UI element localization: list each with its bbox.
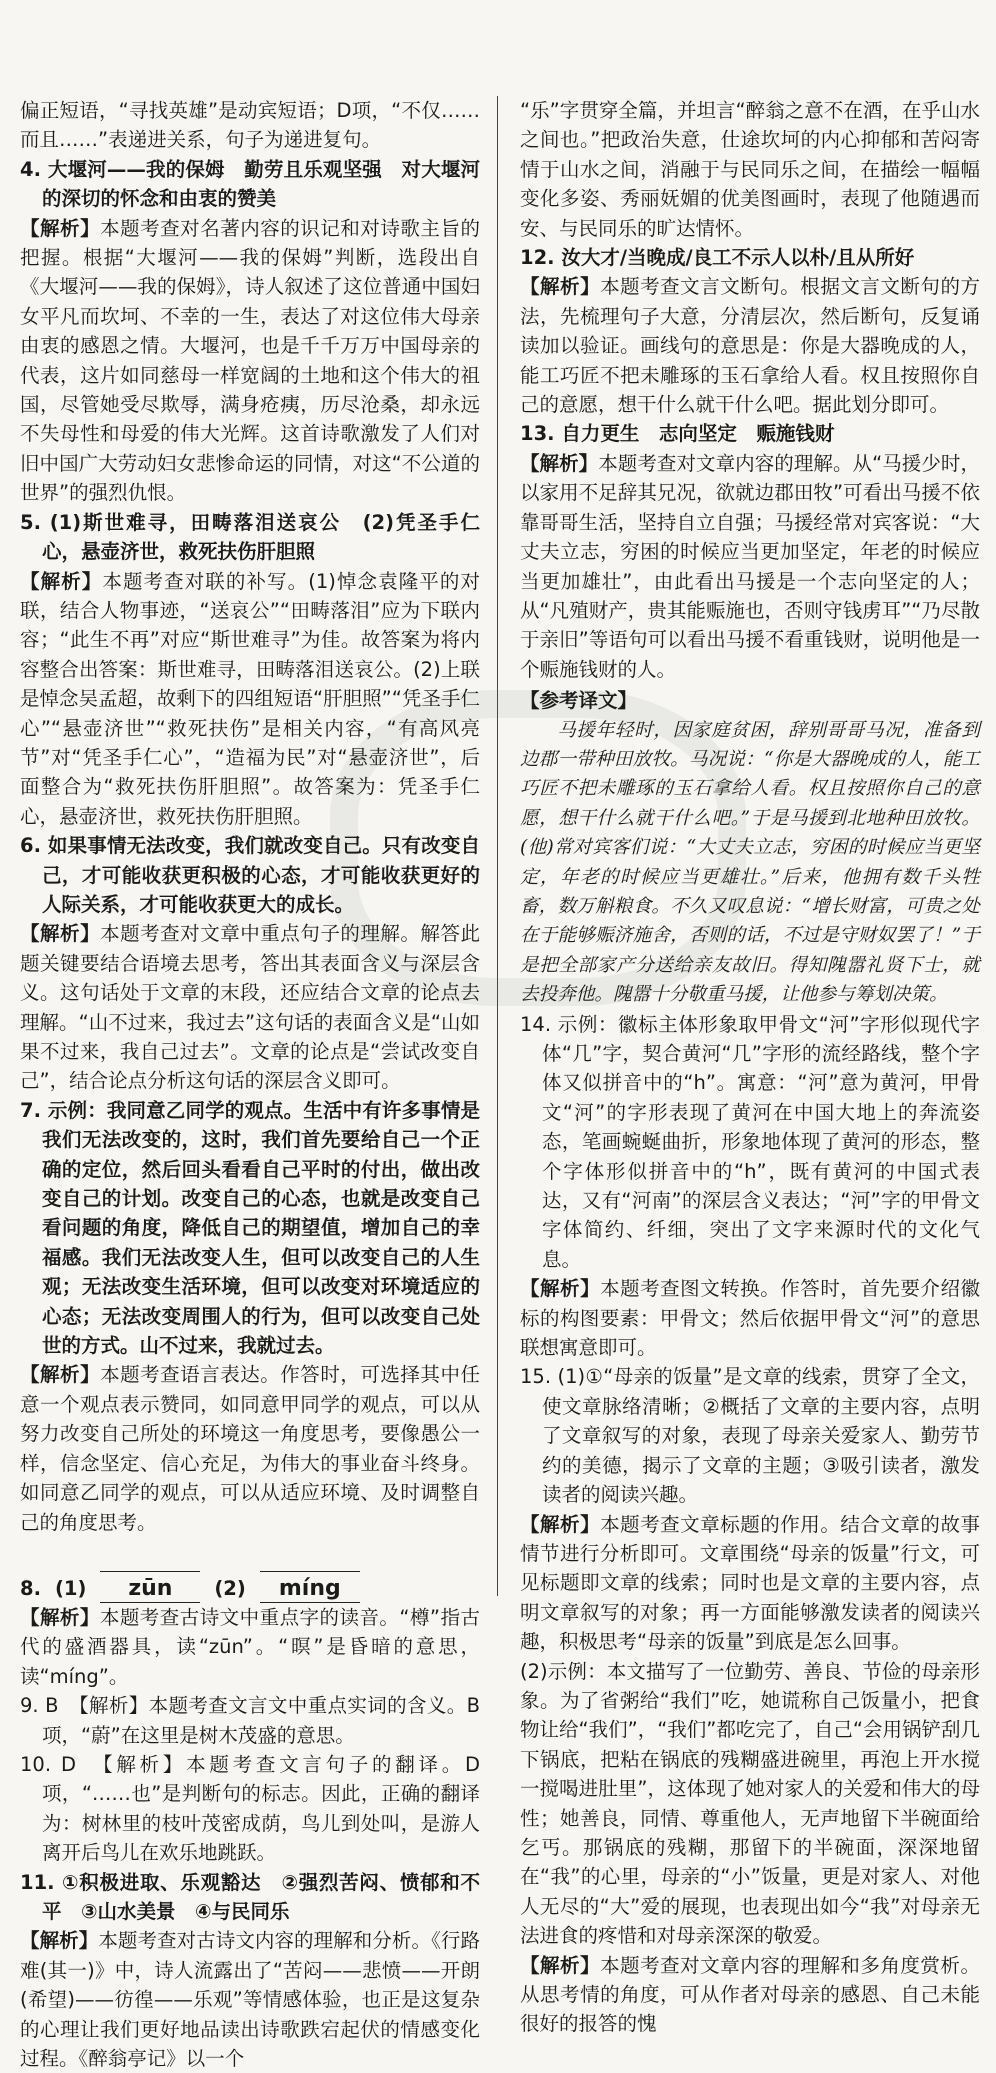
q3-continuation: 偏正短语，“寻找英雄”是动宾短语；D项，“不仅……而且……”表递进关系，句子为递进复句。 <box>20 99 480 152</box>
q8-explanation <box>20 1603 480 1691</box>
q9-answer: 9. B 【解析】本题考查文言文中重点实词的含义。B项，“蔚”在这里是树木茂盛的意思。 <box>20 1694 480 1747</box>
q6-answer: 6. 如果事情无法改变，我们就改变自己。只有改变自己，才可能收获更积极的心态，才可能收获更好的人际关系，才可能收获更大的成长。 <box>20 834 480 916</box>
q14-answer: 14. 示例：徽标主体形象取甲骨文“河”字形似现代字体“几”字，契合黄河“几”字形的流经路线，整个字体又似拼音中的“h”。寓意：“河”意为黄河，甲骨文“河”的字形表现了黄河在中国大地上的奔流姿态，笔画蜿蜒曲折，形象地体现了黄河的形态，整个字体形似拼音中的“h”，既有黄河的中国式表达，又有“河南”的深层含义表达；“河”字的甲骨文字体简约、纤细，突出了文字来源时代的文化气息。 <box>520 1012 980 1271</box>
q8-explanation-text: 本题考查古诗文中重点字的读音。“樽”指古代的盛酒器具，读“zūn”。“暝”是昏暗的意思，读“míng”。 <box>20 1605 480 1688</box>
analysis-label: 【解析】 <box>520 1953 601 1977</box>
q15-part2-answer: (2)示例：本文描写了一位勤劳、善良、节俭的母亲形象。为了省粥给“我们”吃，她谎称自己饭量小，把食物让给“我们”，“我们”都吃完了，自己“会用锅铲刮几下锅底，把粘在锅底的残糊盛进碗里，再泡上开水搅一搅喝进肚里”，这体现了她对家人的关爱和伟大的母性；她善良，同情、尊重他人，无声地留下半碗面给乞丐。那锅底的残糊，那留下的半碗面，深深地留在“我”的心里，母亲的“小”饭量，更是对家人、对他人无尽的“大”爱的展现，也表现出如今“我”对母亲无法进食的疼惜和对母亲深深的敬爱。 <box>520 1659 981 1948</box>
analysis-label: 【解析】 <box>520 275 601 299</box>
q5-explanation <box>20 567 480 832</box>
q14-explanation <box>520 1274 980 1362</box>
column-divider <box>497 96 498 1596</box>
analysis-label: 【解析】 <box>520 1277 601 1301</box>
q4-explanation <box>20 214 480 508</box>
q15-explanation-text: 本题考查文章标题的作用。结合文章的故事情节进行分析即可。文章围绕“母亲的饭量”行文，可见标题即文章的线索；同时也是文章的主要内容，点明文章叙写的对象；再一方面能够激发读者的阅读兴趣，积极思考“母亲的饭量”到底是怎么回事。 <box>520 1512 980 1654</box>
q4-explanation-text: 本题考查对名著内容的识记和对诗歌主旨的把握。根据“大堰河——我的保姆”判断，选段出自《大堰河——我的保姆》，诗人叙述了这位普通中国妇女平凡而坎坷、不幸的一生，表达了对这位伟大母亲由衷的感恩之情。大堰河，也是千千万万中国母亲的代表，这片如同慈母一样宽阔的土地和这个伟大的祖国，尽管她受尽欺辱，满身疮痍，历尽沧桑，却永远不失母性和母爱的伟大光辉。这首诗歌激发了人们对旧中国广大劳动妇女悲惨命运的同情，对这“不公道的世界”的强烈仇恨。 <box>20 216 480 505</box>
q13-explanation <box>520 449 980 684</box>
analysis-label: 【解析】 <box>520 451 599 475</box>
q15-explanation <box>520 1510 980 1657</box>
analysis-label: 【解析】 <box>20 1363 101 1387</box>
q13-explanation-text: 本题考查对文章内容的理解。从“马援少时，以家用不足辞其兄况，欲就边郡田牧”可看出马援不依靠哥哥生活，坚持自立自强；马援经常对宾客说：“大丈夫立志，穷困的时候应当更加坚定，年老的时候应当更加雄壮”，由此看出马援是一个志向坚定的人；从“凡殖财产，贵其能赈施也，否则守钱虏耳”“乃尽散于亲旧”等语句可以看出马援不看重钱财，说明他是一个赈施钱财的人。 <box>520 451 980 681</box>
q15-part2-explanation-text: 本题考查对文章内容的理解和多角度赏析。从思考情的角度，可从作者对母亲的感恩、自己未能很好的报答的愧 <box>520 1953 980 2036</box>
q11-explanation <box>20 1926 480 2073</box>
q8-answer <box>20 1543 480 1603</box>
q11-explanation-text: 本题考查对古诗文内容的理解和分析。《行路难(其一)》中，诗人流露出了“苦闷——悲愤——开朗(希望)——彷徨——乐观”等情感体验，也正是这复杂的心理让我们更好地品读出诗歌跌宕起伏的情感变化过程。《醉翁亭记》以一个 <box>20 1929 480 2070</box>
q6-explanation-text: 本题考查对文章中重点句子的理解。解答此题关键要结合语境去思考，答出其表面含义与深层含义。这句话处于文章的末段，还应结合文章的论点去理解。“山不过来，我过去”这句话的表面含义是“山如果不过来，我自己过去”。文章的论点是“尝试改变自己”，结合论点分析这句话的深层含义即可。 <box>20 922 480 1093</box>
q7-explanation-text: 本题考查语言表达。作答时，可选择其中任意一个观点表示赞同，如同意甲同学的观点，可以从努力改变自己所处的环境这一角度思考，要像愚公一样，信念坚定、信心充足，为伟大的事业奋斗终身。如同意乙同学的观点，可以从适应环境、及时调整自己的角度思考。 <box>20 1363 480 1534</box>
q12-explanation <box>520 272 980 419</box>
analysis-label: 【解析】 <box>520 1512 601 1536</box>
left-column <box>20 96 480 2073</box>
analysis-label: 【解析】 <box>20 1605 100 1629</box>
q8-pinyin-box-2: míng <box>260 1571 360 1603</box>
q8-pinyin-box-1: zūn <box>100 1571 200 1603</box>
analysis-label: 【解析】 <box>20 216 101 240</box>
analysis-label: 【解析】 <box>20 922 101 946</box>
q8-item1-label: (1) <box>54 1576 87 1600</box>
q14-explanation-text: 本题考查图文转换。作答时，首先要介绍徽标的构图要素：甲骨文；然后依据甲骨文“河”的意思联想寓意即可。 <box>520 1277 980 1360</box>
reference-translation: 马援年轻时，因家庭贫困，辞别哥哥马况，准备到边郡一带种田放牧。马况说：“你是大器晚成的人，能工巧匠不把未雕琢的玉石拿给人看。权且按照你自己的意愿，想干什么就干什么吧。”于是马援到北地种田放牧。(他)常对宾客们说：“大丈夫立志，穷困的时候应当更坚定，年老的时候应当更雄壮。”后来，他拥有数千头牲畜，数万斛粮食。不久又叹息说：“增长财富，可贵之处在于能够赈济施舍，否则的话，不过是守财奴罢了！”于是把全部家产分送给亲友故旧。得知隗嚣礼贤下士，就去投奔他。隗嚣十分敬重马援，让他参与筹划决策。 <box>520 719 980 1006</box>
q6-explanation <box>20 919 480 1095</box>
reference-translation-title: 【参考译文】 <box>520 689 638 713</box>
q4-answer: 4. 大堰河——我的保姆 勤劳且乐观坚强 对大堰河的深切的怀念和由衷的赞美 <box>20 157 480 211</box>
q15-answer: 15. (1)①“母亲的饭量”是文章的线索，贯穿了全文，使文章脉络清晰；②概括了文章的主要内容，点明了文章叙写的对象，表现了母亲关爱家人、勤劳节约的美德，揭示了文章的主题；③吸引读者，激发读者的阅读兴趣。 <box>520 1365 980 1507</box>
q7-explanation <box>20 1360 480 1536</box>
q11-continuation: “乐”字贯穿全篇，并坦言“醉翁之意不在酒，在乎山水之间也。”把政治失意，仕途坎坷的内心抑郁和苦闷寄情于山水之间，消融于与民同乐之间，在描绘一幅幅变化多姿、秀丽妩媚的优美图画时，表现了他随遇而安、与民同乐的旷达情怀。 <box>520 99 980 240</box>
q5-answer: 5. (1)斯世难寻，田畴落泪送哀公 (2)凭圣手仁心，悬壶济世，救死扶伤肝胆照 <box>20 510 480 564</box>
q8-number: 8. <box>20 1576 41 1600</box>
q13-answer: 13. 自力更生 志向坚定 赈施钱财 <box>520 422 835 446</box>
q12-explanation-text: 本题考查文言文断句。根据文言文断句的方法，先梳理句子大意，分清层次，然后断句，反复诵读加以验证。画线句的意思是：你是大器晚成的人，能工巧匠不把未雕琢的玉石拿给人看。权且按照你自己的意愿，想干什么就干什么吧。据此划分即可。 <box>520 275 980 417</box>
q10-answer: 10. D 【解析】本题考查文言句子的翻译。D项，“……也”是判断句的标志。因此，正确的翻译为：树林里的枝叶茂密成荫，鸟儿到处叫，是游人离开后鸟儿在欢乐地跳跃。 <box>20 1752 480 1865</box>
right-column <box>520 96 980 2039</box>
q11-answer: 11. ①积极进取、乐观豁达 ②强烈苦闷、愤郁和不平 ③山水美景 ④与民同乐 <box>20 1870 480 1923</box>
analysis-label: 【解析】 <box>20 569 103 593</box>
q8-item2-label: (2) <box>214 1576 246 1600</box>
q7-answer: 7. 示例：我同意乙同学的观点。生活中有许多事情是我们无法改变的，这时，我们首先要给自己一个正确的定位，然后回头看看自己平时的付出，做出改变自己的计划。改变自己的心态，也就是改变自己看问题的角度，降低自己的期望值，增加自己的幸福感。我们无法改变人生，但可以改变自己的人生观；无法改变生活环境，但可以改变对环境适应的心态；无法改变周围人的行为，但可以改变自己处世的方式。山不过来，我就过去。 <box>20 1098 480 1358</box>
q15-part2-explanation <box>520 1951 980 2039</box>
q5-explanation-text: 本题考查对联的补写。(1)悼念袁隆平的对联，结合人物事迹，“送哀公”“田畴落泪”应为下联内容；“此生不再”对应“斯世难寻”为佳。故答案为将内容整合出答案：斯世难寻，田畴落泪送哀公。(2)上联是悼念吴孟超，故剩下的四组短语“肝胆照”“凭圣手仁心”“悬壶济世”“救死扶伤”是相关内容，“有高风亮节”对“凭圣手仁心”，“造福为民”对“悬壶济世”，后面整合为“救死扶伤肝胆照”。故答案为：凭圣手仁心，悬壶济世，救死扶伤肝胆照。 <box>20 569 480 828</box>
analysis-label: 【解析】 <box>20 1929 99 1953</box>
q12-answer: 12. 汝大才/当晚成/良工不示人以朴/且从所好 <box>520 246 915 270</box>
